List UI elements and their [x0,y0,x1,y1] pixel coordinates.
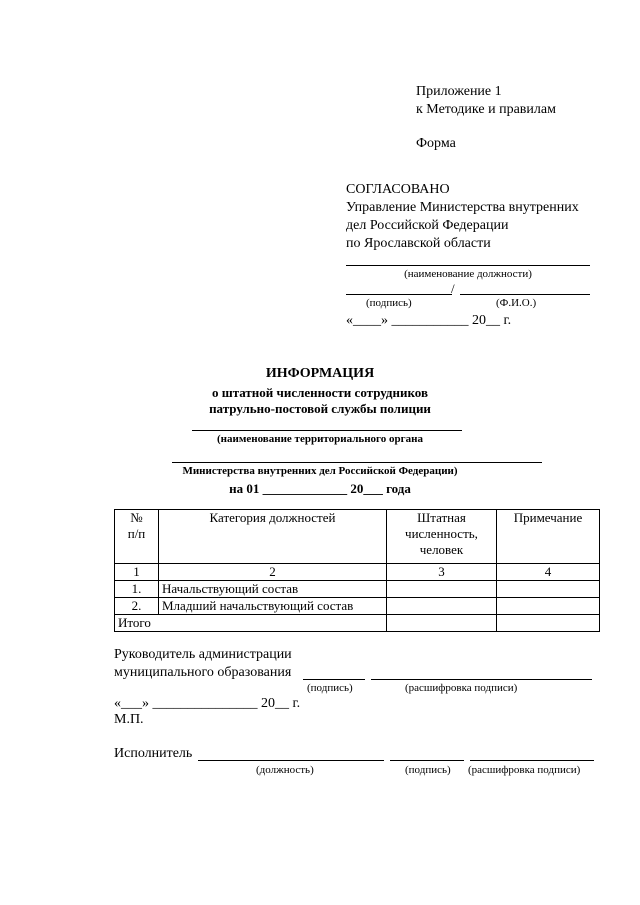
header-staff-line-3: человек [419,542,464,557]
header-num-line-2: п/п [127,526,146,541]
executor-position-underline [198,760,384,761]
head-decoding-caption: (расшифровка подписи) [405,682,518,694]
column-number: 2 [159,564,387,581]
position-underline [346,265,590,266]
head-line-2: муниципального образования [114,665,292,680]
appendix-line-1: Приложение 1 [416,84,502,99]
header-num-cell [115,510,159,564]
executor-label: Исполнитель [114,746,193,761]
executor-decoding-caption: (расшифровка подписи) [468,764,581,776]
row-num: 2. [115,598,159,615]
table-row [115,598,600,615]
head-line-1: Руководитель администрации [114,647,292,662]
header-staff-line-2: численность, [405,526,478,541]
column-number: 4 [497,564,600,581]
document-heading: ИНФОРМАЦИЯ [265,366,375,381]
appendix-line-2: к Методике и правилам [416,102,556,117]
stamp-label: М.П. [114,712,144,727]
approval-title: СОГЛАСОВАНО [346,182,450,197]
document-subtitle-2: патрульно-постовой службы полиции [209,401,431,416]
header-category-cell [159,510,387,564]
approval-date-line: «____» ___________ 20__ г. [346,313,512,328]
document-subtitle-1: о штатной численности сотрудников [211,385,429,400]
fio-caption: (Ф.И.О.) [496,297,537,309]
header-num-line-1: № [130,510,143,525]
approval-org-line-2: дел Российской Федерации [346,218,509,233]
header-note: Примечание [513,510,583,525]
header-note-cell [497,510,600,564]
row-note [497,598,600,615]
row-note [497,581,600,598]
signature-caption: (подпись) [366,297,412,309]
ministry-underline [172,462,542,463]
report-date-line: на 01 _____________ 20___ года [229,481,411,496]
executor-position-caption: (должность) [256,764,314,776]
total-note [497,615,600,632]
row-category: Младший начальствующий состав [159,598,387,615]
position-caption: (наименование должности) [404,268,532,280]
column-number: 1 [115,564,159,581]
row-staff [387,581,497,598]
territorial-caption: (наименование территориального органа [217,433,423,445]
column-number-row [115,564,600,581]
executor-signature-underline [390,760,464,761]
row-num: 1. [115,581,159,598]
staff-table [114,509,600,632]
row-category: Начальствующий состав [159,581,387,598]
approval-org-line-1: Управление Министерства внутренних [346,200,579,215]
head-signature-caption: (подпись) [307,682,353,694]
table-row [115,581,600,598]
head-decoding-underline [371,679,592,680]
signature-underline [346,294,452,295]
fio-underline [460,294,590,295]
header-category: Категория должностей [209,510,336,525]
total-row [115,615,600,632]
table-header-row [115,510,600,564]
approval-org-line-3: по Ярославской области [346,236,491,251]
column-number: 3 [387,564,497,581]
total-staff [387,615,497,632]
territorial-underline [192,430,462,431]
ministry-caption: Министерства внутренних дел Российской Федерации) [182,465,458,477]
row-staff [387,598,497,615]
total-label: Итого [115,615,387,632]
executor-decoding-underline [470,760,594,761]
form-label: Форма [416,136,456,151]
footer-date-line: «___» _______________ 20__ г. [114,696,301,711]
head-signature-underline [303,679,365,680]
header-staff-cell [387,510,497,564]
signature-slash: / [451,281,455,296]
header-staff-line-1: Штатная [417,510,466,525]
executor-signature-caption: (подпись) [405,764,451,776]
